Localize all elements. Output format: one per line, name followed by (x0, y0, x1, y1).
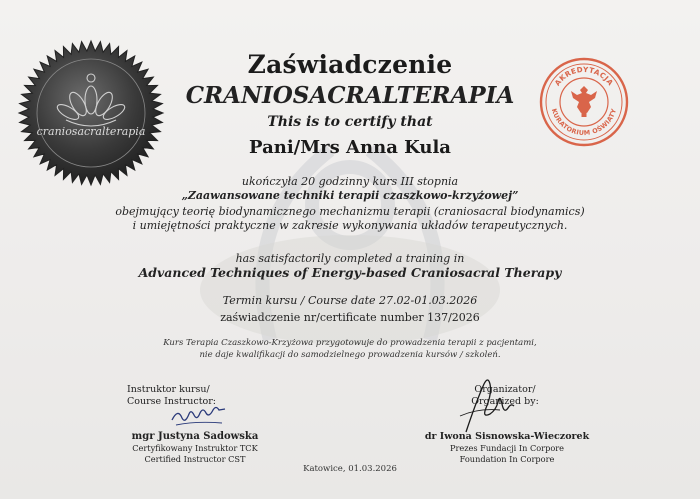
disclaimer-line-2: nie daje kwalifikacji do samodzielnego prowadzenia kursów / szkoleń. (199, 350, 501, 360)
disclaimer-line-1: Kurs Terapia Czaszkowo-Krzyżowa przygotowuje do prowadzenia terapii z pacjentami, (163, 338, 537, 348)
organizer-label-en: Organized by: (471, 396, 539, 407)
instructor-label-en: Course Instructor: (127, 396, 216, 407)
certificate-number: zaświadczenie nr/certificate number 137/2026 (220, 311, 480, 324)
certificate-title: Zaświadczenie (247, 50, 453, 79)
course-date: Termin kursu / Course date 27.02-01.03.2026 (222, 294, 478, 307)
organizer-label-pl: Organizator/ (474, 384, 536, 395)
instructor-label-pl: Instruktor kursu/ (127, 384, 210, 395)
stamp-top-text: AKREDYTACJA (552, 64, 616, 88)
instructor-role-pl: Certyfikowany Instruktor TCK (132, 443, 258, 453)
course-title-pl: „Zaawansowane techniki terapii czaszkowo-krzyżowej” (181, 189, 519, 202)
stamp-bottom-text: KURATORIUM OŚWIATY (549, 107, 619, 138)
completion-line: ukończyła 20 godzinny kurs III stopnia (241, 175, 459, 188)
course-description-1: obejmujący teorię biodynamicznego mechanizmu terapii (craniosacral biodynamics) (115, 205, 585, 218)
instructor-details (120, 431, 270, 464)
course-title-en: Advanced Techniques of Energy-based Craniosacral Therapy (138, 265, 562, 280)
course-description-2: i umiejętności praktyczne w zakresie wykonywania układów terapeutycznych. (132, 219, 568, 232)
completion-line-en: has satisfactorily completed a training in (235, 252, 465, 265)
organizer-signature (458, 372, 518, 436)
organizer-role-pl: Prezes Fundacji In Corpore (449, 443, 565, 453)
certify-line: This is to certify that (267, 114, 433, 130)
instructor-signature (168, 404, 230, 430)
organizer-details (412, 431, 602, 464)
course-name-heading: CRANIOSACRALTERAPIA (185, 82, 515, 109)
place-and-date: Katowice, 01.03.2026 (303, 464, 397, 474)
recipient-name: Pani/Mrs Anna Kula (249, 137, 451, 158)
instructor-role-en: Certified Instructor CST (144, 453, 246, 464)
organizer-name: dr Iwona Sisnowska-Wieczorek (424, 431, 590, 442)
instructor-name: mgr Justyna Sadowska (131, 431, 259, 442)
seal-text: craniosacralterapia (36, 125, 146, 138)
organizer-role-en: Foundation In Corpore (459, 453, 555, 464)
